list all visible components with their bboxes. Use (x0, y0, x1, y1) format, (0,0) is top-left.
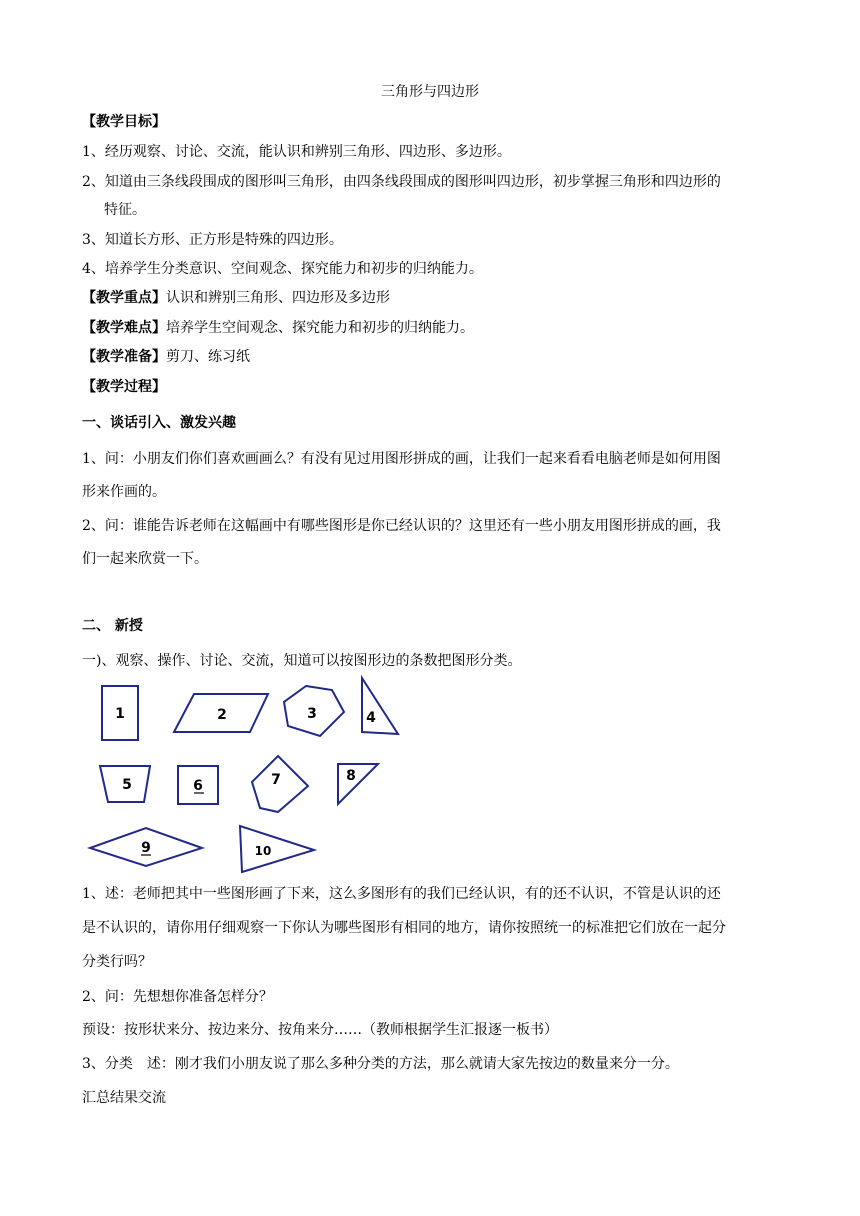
section1-line: 形来作画的。 (82, 484, 166, 500)
section1-line: 1、问：小朋友们你们喜欢画画么？有没有见过用图形拼成的画，让我们一起来看看电脑老师是如何用图 (82, 451, 721, 467)
shape-label-2: 2 (217, 707, 227, 723)
preparation-text: 剪刀、练习纸 (166, 349, 250, 365)
section2-line: 汇总结果交流 (82, 1090, 166, 1106)
shape-label-3: 3 (307, 706, 317, 722)
difficulty (82, 318, 782, 338)
shape-10-triangle (240, 826, 314, 872)
section1-line: 们一起来欣赏一下。 (82, 551, 208, 567)
section2-line: 1、述：老师把其中一些图形画了下来，这么多图形有的我们已经认识，有的还不认识，不管是认识的还 (82, 886, 721, 902)
section2-line: 分类行吗？ (82, 954, 152, 970)
objective-item: 1、经历观察、讨论、交流，能认识和辨别三角形、四边形、多边形。 (82, 144, 511, 160)
key-point (82, 288, 782, 308)
section2-line: 3、分类 述：刚才我们小朋友说了那么多种分类的方法，那么就请大家先按边的数量来分一分。 (82, 1056, 679, 1072)
shape-label-9: 9 (141, 840, 151, 856)
difficulty-label: 【教学难点】 (82, 320, 166, 336)
objective-item: 3、知道长方形、正方形是特殊的四边形。 (82, 232, 343, 248)
section2-line: 是不认识的，请你用仔细观察一下你认为哪些图形有相同的地方，请你按照统一的标准把它们放在一起分 (82, 920, 726, 936)
shape-label-5: 5 (122, 777, 132, 793)
shape-8-triangle (338, 764, 378, 804)
section2-line: 2、问：先想想你准备怎样分？ (82, 989, 273, 1005)
section1-line: 2、问：谁能告诉老师在这幅画中有哪些图形是你已经认识的？这里还有一些小朋友用图形拼成的画，我 (82, 518, 721, 534)
objective-item: 4、培养学生分类意识、空间观念、探究能力和初步的归纳能力。 (82, 261, 483, 277)
shape-label-8: 8 (346, 768, 356, 784)
section2-heading: 二、 新授 (82, 618, 143, 634)
shape-label-7: 7 (271, 772, 281, 788)
process-heading: 【教学过程】 (82, 379, 166, 395)
shape-figures (82, 674, 422, 880)
section1-heading: 一、谈话引入、激发兴趣 (82, 415, 236, 431)
key-point-label: 【教学重点】 (82, 290, 166, 306)
objectives-heading: 【教学目标】 (82, 114, 166, 130)
shape-label-1: 1 (115, 706, 125, 722)
shape-label-6: 6 (193, 778, 203, 794)
difficulty-text: 培养学生空间观念、探究能力和初步的归纳能力。 (166, 320, 474, 336)
preparation-label: 【教学准备】 (82, 349, 166, 365)
objective-item: 2、知道由三条线段围成的图形叫三角形，由四条线段围成的图形叫四边形，初步掌握三角形和四边形的 (82, 174, 721, 190)
section2-subheading: 一)、观察、操作、讨论、交流，知道可以按图形边的条数把图形分类。 (82, 653, 522, 669)
shape-label-4: 4 (366, 710, 376, 726)
key-point-text: 认识和辨别三角形、四边形及多边形 (166, 290, 390, 306)
section2-line: 预设：按形状来分、按边来分、按角来分……（教师根据学生汇报逐一板书） (82, 1022, 558, 1038)
shape-label-10: 10 (254, 844, 272, 858)
objective-item: 特征。 (104, 202, 146, 218)
page-title: 三角形与四边形 (381, 84, 479, 100)
preparation (82, 347, 782, 367)
